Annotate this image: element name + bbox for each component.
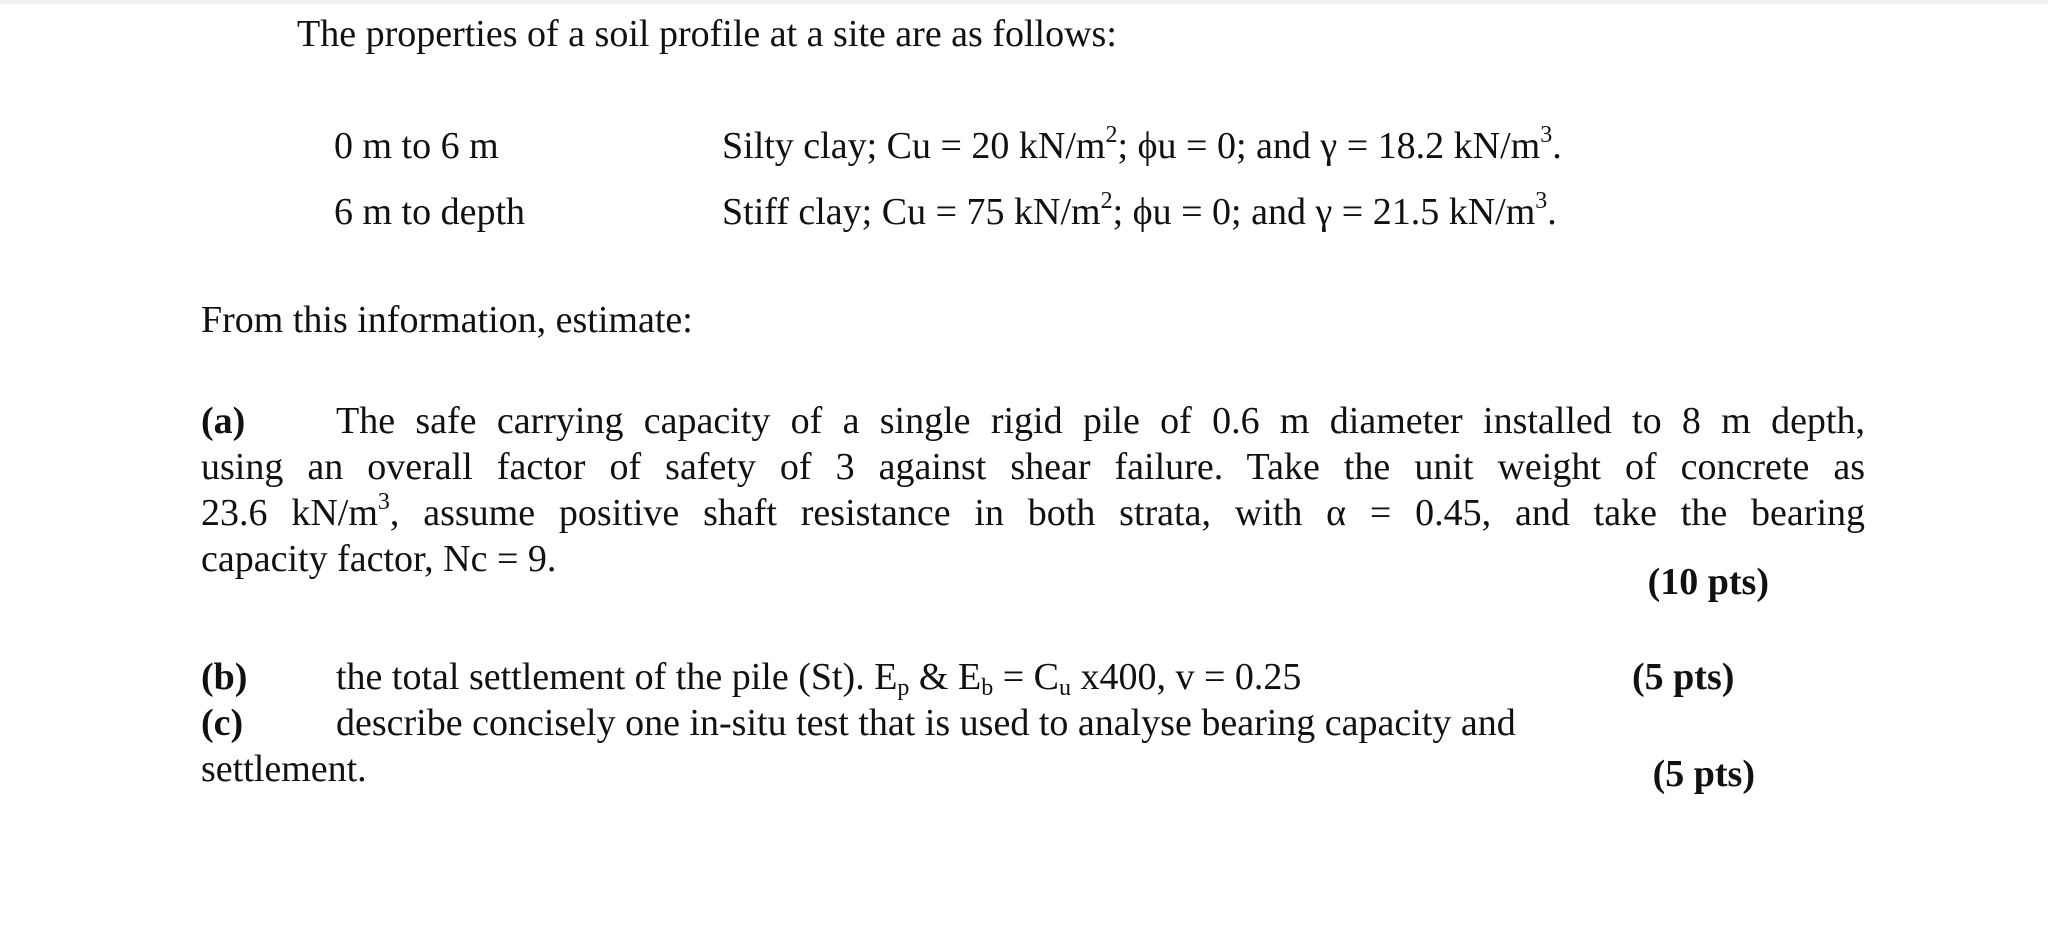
- part-a-label: (a): [201, 400, 246, 442]
- top-border: [0, 0, 2048, 4]
- part-a-line-2: using an overall factor of safety of 3 against shear failure. Take the unit weight of concrete as: [201, 446, 1865, 488]
- layer-2-depth: 6 m to depth: [334, 191, 526, 233]
- question-part-c: [201, 700, 1865, 792]
- intro-text: The properties of a soil profile at a site are as follows:: [297, 13, 1117, 55]
- part-c-line-1: (c) describe concisely one in-situ test that is used to analyse bearing capacity and: [201, 702, 1516, 744]
- part-b-points: (5 pts): [1632, 656, 1735, 698]
- estimate-heading: From this information, estimate:: [201, 299, 693, 341]
- part-b-label: (b): [201, 656, 248, 698]
- part-a-line-3: 23.6 $kN/m^3$, assume positive shaft resistance in both strata, with α = 0.45, and take the bearing: [201, 489, 1865, 534]
- question-part-b: (b) the total settlement of the pile (St). $E_p$ & $E_b = C_u$ x400, v = 0.25: [201, 656, 1302, 701]
- part-a-points: (10 pts): [1647, 561, 1769, 603]
- part-a-line-1: (a) The safe carrying capacity of a single rigid pile of 0.6 m diameter installed to 8 m depth,: [201, 400, 1865, 442]
- layer-1-depth: 0 m to 6 m: [334, 125, 499, 167]
- part-c-line-2: settlement.: [201, 748, 367, 790]
- part-c-label: (c): [201, 702, 244, 744]
- part-c-points: (5 pts): [1652, 753, 1755, 795]
- question-part-a: [201, 398, 1865, 582]
- part-a-line-4: capacity factor, Nc = 9.: [201, 538, 557, 580]
- layer-2-description: Stiff clay; Cu = 75 $kN/m^2$; ϕu = 0; and γ = 21.5 $kN/m^3$.: [722, 188, 1557, 233]
- layer-1-description: Silty clay; Cu = 20 $kN/m^2$; ϕu = 0; and γ = 18.2 $kN/m^3$.: [722, 122, 1562, 167]
